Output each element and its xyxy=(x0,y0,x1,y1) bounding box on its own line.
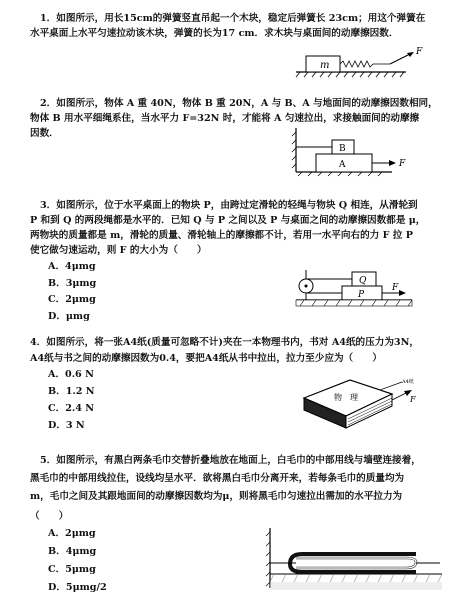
q3-force-label: F xyxy=(392,283,399,293)
q3-option-b: B．3μmg xyxy=(48,278,97,289)
q4-option-c: C．2.4 N xyxy=(48,403,95,414)
q3-text-line2: P 和到 Q 的两段绳都是水平的．已知 Q 与 P 之间以及 P 与桌面之间的动摩擦因数都是 μ， xyxy=(30,215,426,226)
q3-option-a: A．4μmg xyxy=(48,261,96,272)
q5-white-towel xyxy=(296,558,416,568)
q4-option-a: A．0.6 N xyxy=(48,369,94,380)
q5-option-d: D．5μmg/2 xyxy=(48,582,107,593)
q5-figure xyxy=(266,522,446,592)
q4-text-line1: 4．如图所示，将一张A4纸(质量可忽略不计)夹在一本物理书内，书对 A4纸的压力为3N， xyxy=(30,337,419,348)
q4-paper-label: A4纸 xyxy=(402,379,414,385)
q1-spring xyxy=(340,61,390,67)
q5-option-a: A．2μmg xyxy=(48,528,96,539)
q4-text-line2: A4纸与书之间的动摩擦因数为0.4，要把A4纸从书中拉出，拉力至少应为（ ） xyxy=(30,353,382,364)
q5-text-line2: 黑毛巾的中部用线拉住，设线均呈水平．欲将黑白毛巾分离开来，若每条毛巾的质量均为 xyxy=(30,473,405,484)
q1-text-line1: 1．如图所示，用长15cm的弹簧竖直吊起一个木块，稳定后弹簧长 23cm；用这个弹簧在 xyxy=(40,13,426,24)
q2-text-line2: 物体 B 用水平细绳系住，当水平力 F=32N 时，才能将 A 匀速拉出，求接触面间的动摩擦 xyxy=(30,113,420,124)
q4-force-label: F xyxy=(410,395,416,404)
q4-book-label: 物 理 xyxy=(334,393,358,402)
q5-text-line3: m，毛巾之间及其跟地面间的动摩擦因数均为μ，则将黑毛巾匀速拉出需加的水平拉力为 xyxy=(30,491,403,502)
q5-option-b: B．4μmg xyxy=(48,546,97,557)
q2-block-b-label: B xyxy=(339,144,346,154)
q2-text-line1: 2．如图所示，物体 A 重 40N，物体 B 重 20N，A 与 B、A 与地面间的动摩擦因数相同， xyxy=(40,98,438,109)
q2-force-label: F xyxy=(399,159,406,169)
q2-block-a-label: A xyxy=(339,160,346,170)
q1-force-label: F xyxy=(416,47,423,57)
q3-option-d: D．μmg xyxy=(48,311,90,322)
q4-figure xyxy=(300,376,430,440)
q4-option-d: D．3 N xyxy=(48,420,85,431)
q2-figure xyxy=(292,128,432,176)
q1-block-label: m xyxy=(320,60,330,71)
q3-block-p-label: P xyxy=(358,290,365,300)
q5-option-c: C．5μmg xyxy=(48,564,96,575)
q3-block-q-label: Q xyxy=(359,276,367,286)
q3-text-line3: 两物块的质量都是 m，滑轮的质量、滑轮轴上的摩擦都不计，若用一水平向右的力 F 拉 P xyxy=(30,230,413,241)
q3-figure xyxy=(292,262,432,310)
q1-figure xyxy=(296,48,436,78)
q3-text-line1: 3．如图所示，位于水平桌面上的物块 P，由跨过定滑轮的轻绳与物块 Q 相连，从滑轮到 xyxy=(40,200,418,211)
q3-option-c: C．2μmg xyxy=(48,294,96,305)
q3-text-line4: 使它做匀速运动，则 F 的大小为（ ） xyxy=(30,245,207,256)
q5-text-line4: （ ） xyxy=(30,511,69,522)
q5-text-line1: 5．如图所示，有黑白两条毛巾交替折叠地放在地面上，白毛巾的中部用线与墙壁连接着， xyxy=(40,455,421,466)
q4-option-b: B．1.2 N xyxy=(48,386,95,397)
q1-text-line2: 水平桌面上水平匀速拉动该木块，弹簧的长为17 cm．求木块与桌面间的动摩擦因数． xyxy=(30,28,399,39)
q2-text-line3: 因数． xyxy=(30,128,59,139)
